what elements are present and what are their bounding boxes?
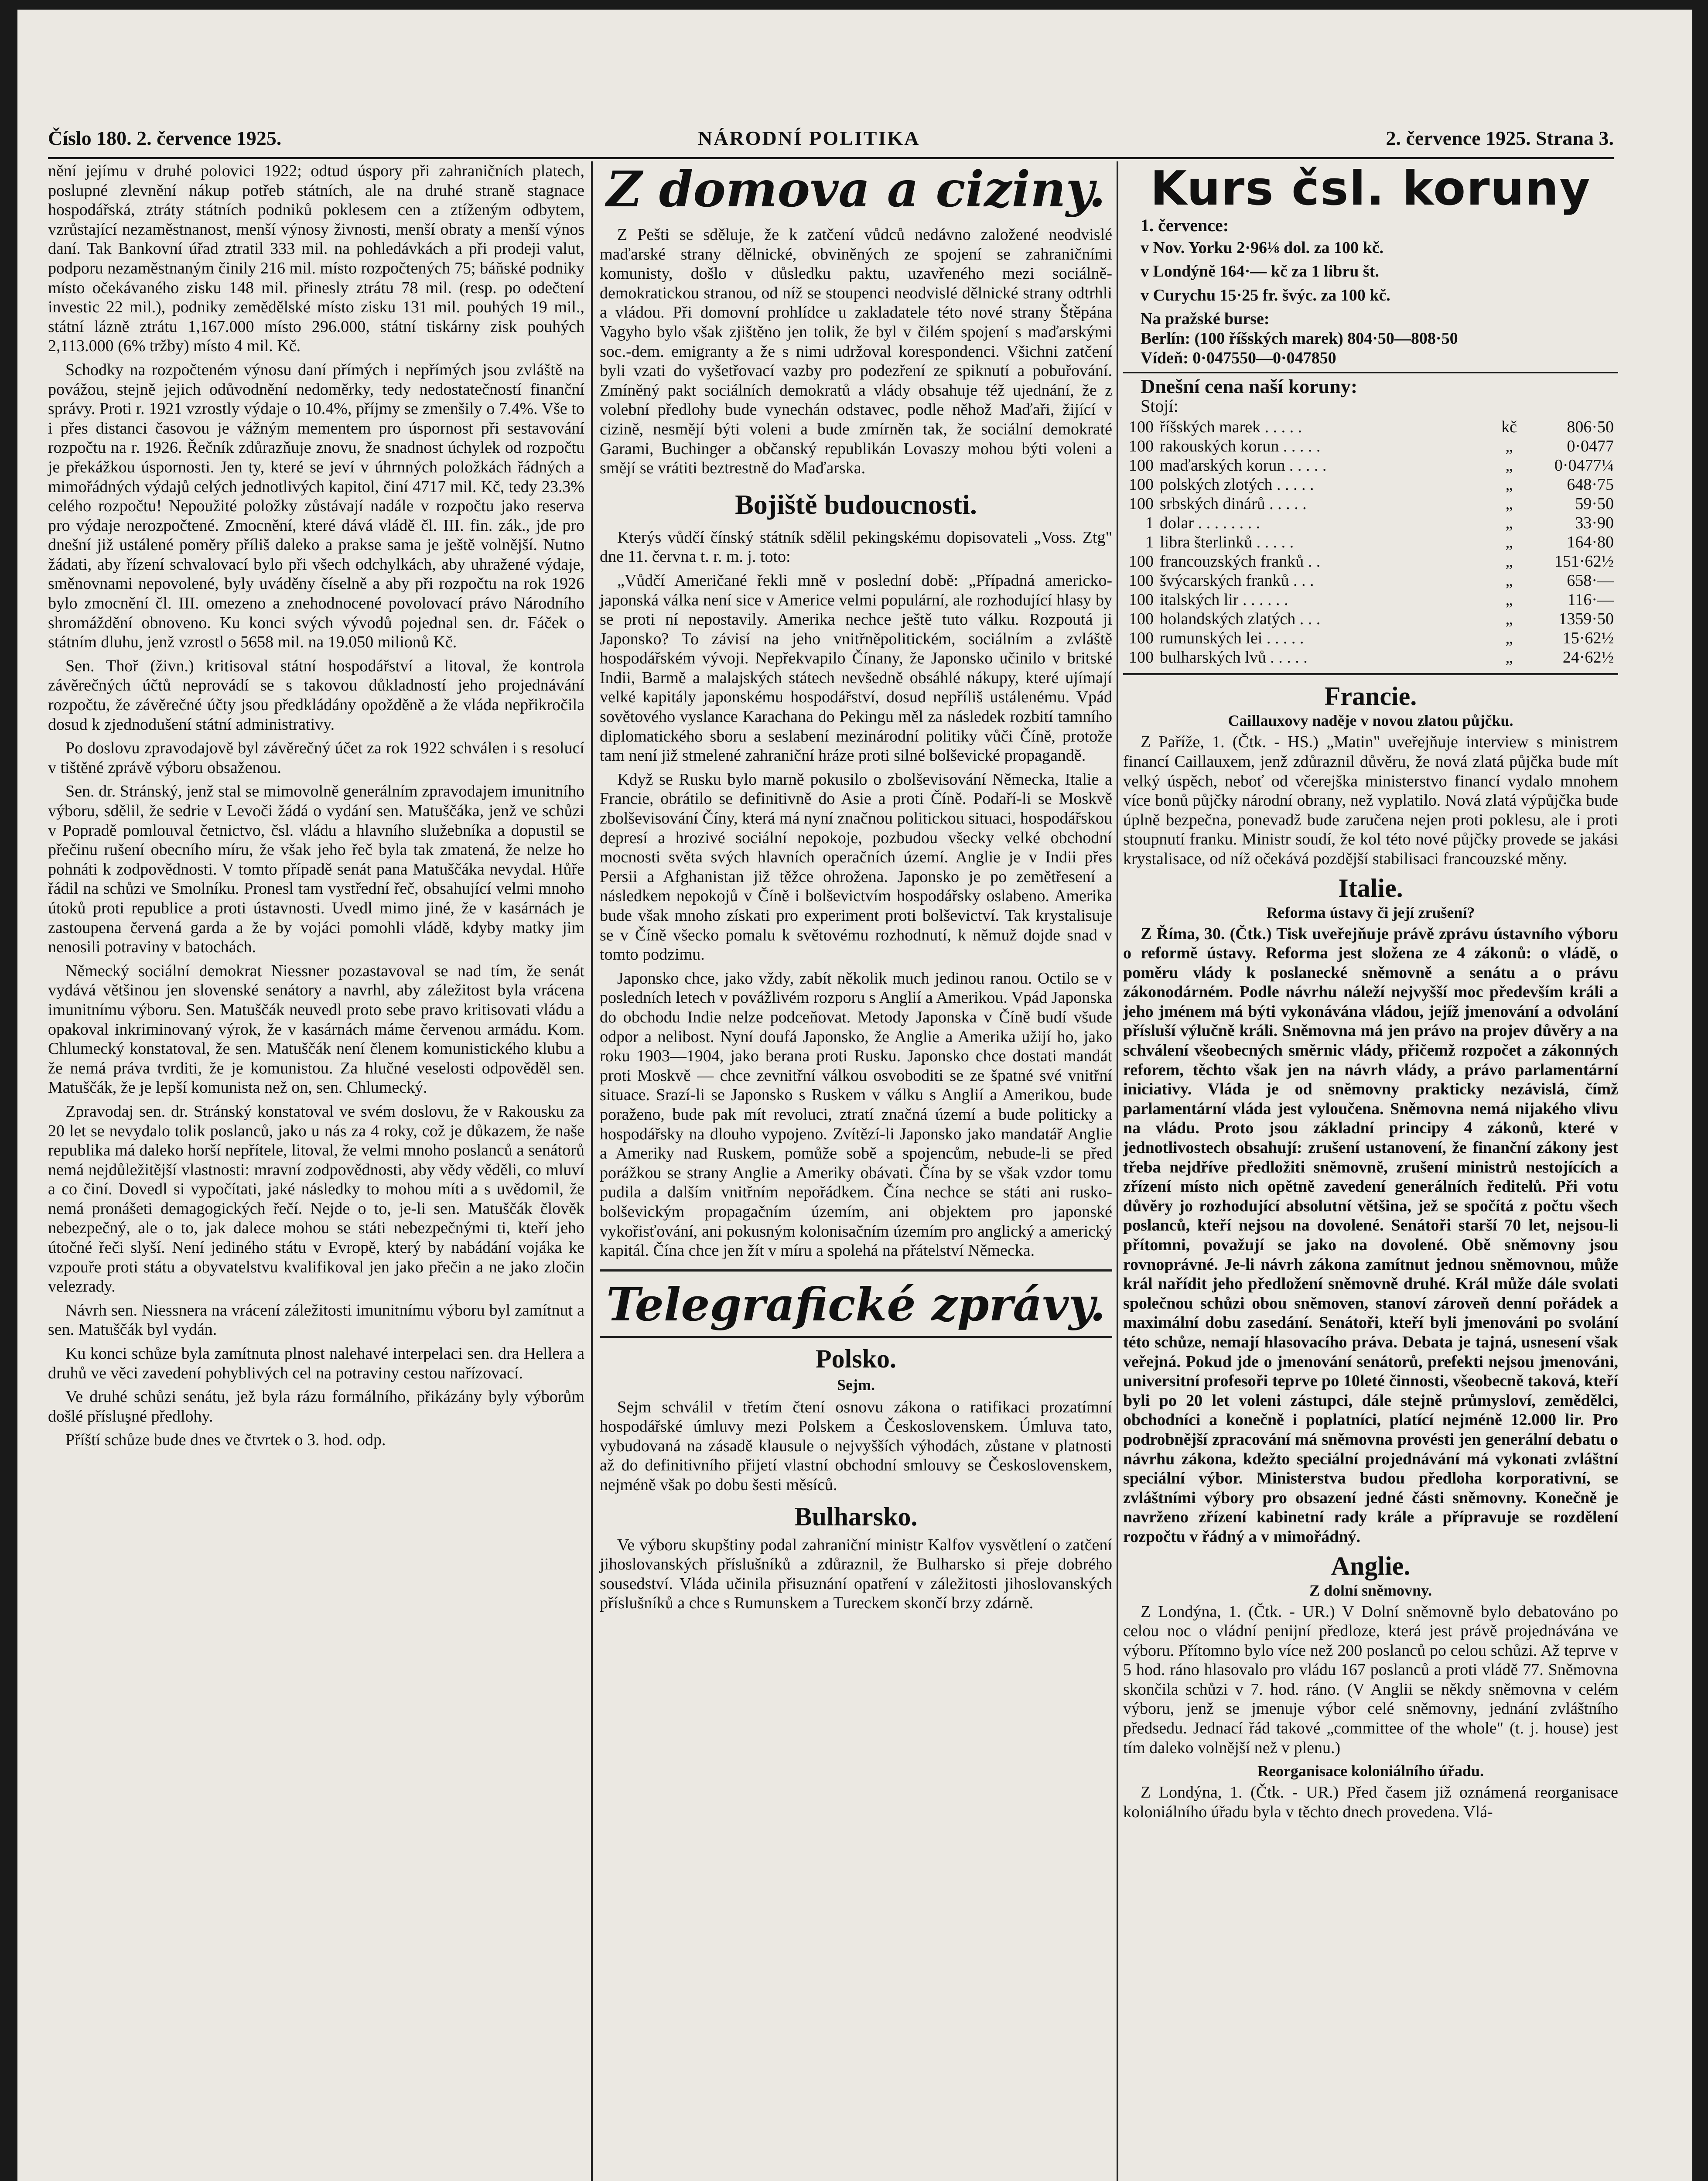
rate-row: 100 italských lir . . . . . . „ 116·— (1129, 591, 1614, 609)
section-rule (1123, 673, 1618, 675)
cena-head: Dnešní cena naší koruny: (1141, 375, 1358, 398)
paragraph: Z Londýna, 1. (Čtk. - UR.) V Dolní sněmovně bylo debatováno po celou noc o vládní penijní předloze, která jest právě projednávána ve výboru. Přítomno bylo více než 200 poslanců po celou schůzi. Až teprve v 5 hod. ráno hlasovalo pro vládu 167 poslanců a proti vládě 77. Sněmovna skončila schůzi v 7. hod. ráno. (V Anglii se někdy sněmovna v celém výboru, jenž se jmenuje výbor celé sněmovny, jednání zvláštního předsedu. Jednací řád takové „committee of the whole" (t. j. house) jest tím daleko volnější než v plenu.) (1123, 1602, 1618, 1757)
burse-viden: Vídeň: 0·047550—0·047850 (1141, 349, 1336, 367)
paragraph: Z Říma, 30. (Čtk.) Tisk uveřejňuje právě zprávu ústavního výboru o reformě ústavy. Reforma jest složena ze 4 zákonů: o vládě, o poměru vlády k poslanecké sněmovně a senátu a o právu zákonodárném. Podle návrhu náleží nejvyšší moc především králi a jeho jménem má býti vykonávána vládou, jejíž jmenování a odvolání přísluší výlučně králi. Sněmovna má jen právo na projev důvěry a na schválení všeobecných směrnic vlády, přičemž rozpočet a zákonných reforem, těchto však jen na návrh vlády, a právo parlamentární iniciativy. Vláda je od sněmovny prakticky nezávislá, čímž parlamentární vláda jest vyloučena. Sněmovna nemá nijakého vlivu na vládu. Proto jsou základní principy 4 zákonů, které v jednotlivostech obsahují: zrušení ustanovení, že finanční zákony jest třeba nejdříve předložiti sněmovně, zrušení ministrů nestojících a zřízení místo nich opětně zavedení generálních ředitelů. Při votu důvěry jo rozhodující absolutní většina, jež se spočítá z počtu všech poslanců, kteří nejsou na dovolené. Senátoři starší 70 let, nejsou-li přítomni, považují se jako na dovolené. Obě sněmovny jsou rovnoprávné. Je-li návrh zákona zamítnut jednou sněmovnou, může král nařídit jeho předložení sněmovně druhé. Král může dále svolati společnou schůzi obou sněmoven, stanoví zároveň denní pořádek a maximální dobu zasedání. Senátoři, kteří byli jmenováni po svolání této schůze, nemají hlasovacího práva. Debata je tajná, usnesení však veřejná. Pokud jde o jmenování senátorů, prefekti nejsou jmenováni, universitní profesoři teprve po 10leté činnosti, všeobecně taková, kteří byli po 20 let voleni zástupci, dále stejně průmysloví, zemědělci, obchodníci a konečně i poplatníci, platící nejméně 12.000 lir. Pro podrobnější zpracování má sněmovna provésti jen generální debatu o návrhu zákona, kdežto speciální projednávání má vykonati zvláštní speciální výbor. Ministerstva budou předloha korporativní, se zvláštními výbory pro obsazení jedné části sněmovny. Konečně je navrženo zřízení kabinetní rady krále a přípravuje se rozdělení rozpočtu v řádný a v mimořádný. (1123, 924, 1618, 1546)
burse-berlin: Berlín: (100 říšských marek) 804·50—808·50 (1141, 329, 1458, 348)
country-head-francie: Francie. (1324, 682, 1417, 711)
rate-row: 100 švýcarských franků . . . „ 658·— (1129, 571, 1614, 590)
paragraph: Příští schůze bude dnes ve čtvrtek o 3. hod. odp. (65, 1431, 386, 1449)
subhead-sejm: Sejm. (837, 1376, 875, 1394)
rate-row: 100 srbských dinárů . . . . . „ 59·50 (1129, 495, 1614, 513)
kurs-line-london: v Londýně 164·— kč za 1 libru št. (1141, 262, 1379, 281)
scan-edge (0, 0, 1708, 10)
subhead-anglie: Z dolní sněmovny. (1309, 1581, 1432, 1599)
issue-number: Číslo 180. 2. července 1925. (48, 127, 282, 149)
column-rule (1117, 161, 1118, 2181)
paragraph: Po doslovu zpravodajově byl závěrečný účet za rok 1922 schválen i s resolucí v tištěné zprávě výboru obsaženou. (48, 739, 584, 777)
subhead-italie: Reforma ústavy či její zrušení? (1266, 903, 1475, 921)
column-1 (48, 161, 584, 2181)
paragraph: Ku konci schůze byla zamítnuta plnost nalehavé interpelaci sen. dra Hellera a druhů ve věci zavedení pohyblivých cel na potraviny cestou nařízovací. (48, 1344, 584, 1382)
paragraph: Německý sociální demokrat Niessner pozastavoval se nad tím, že senát vydává většinou jen slovenské senátory a navrhl, aby záležitost byla vrácena imunitnímu výboru. Sen. Matuščák neuvedl proto sebe pravo kritisovati vládu a opakoval inkriminovaný výrok, že v kasárnách máme červenou armádu. Kom. Chlumecký konstatoval, že sen. Matuščák není členem komunistického klubu a že nemá práva tvrditi, že je komunistou. Za hlučné veselosti odpověděl sen. Matuščák, že je lepší komunista než on, sen. Chlumecký. (48, 961, 584, 1097)
section-rule (1123, 372, 1618, 373)
article-title-bojiste: Bojiště budoucnosti. (735, 489, 977, 520)
subhead-francie: Caillauxovy naděje v novou zlatou půjčku. (1228, 712, 1513, 730)
rate-row: 100 maďarských korun . . . . . „ 0·0477¼ (1129, 456, 1614, 475)
paragraph: Zpravodaj sen. dr. Stránský konstatoval ve svém doslovu, že v Rakousku za 20 let se nevydalo tolik poslanců, jako u nás za 4 roky, což je důkazem, že naše republika má daleko horší nepřítele, litoval, že velmi mnoho poslanců a senátorů nemá nejdůležitější vlastnosti: mravní zodpovědnosti, aby vědy věděli, co mluví a co činí. Dovedl si vypočítati, jaké následky to mohou míti a s uvědomil, že nemá pronášeti demagogických řečí. Nejde o to, je-li sen. Matuščák člověk nebezpečný, ale o to, jak dalece mohou se státi nebezpečnými ti, kteří jeho útočné řeči slyší. Není jediného státu v Evropě, který by nabádání vojáka ke vzpouře proti státu a obyvatelstvu kvalifikoval jen jako přečin a ne jako zločin velezrady. (48, 1102, 584, 1296)
rate-row: 100 holandských zlatých . . . „ 1359·50 (1129, 610, 1614, 629)
column-3 (1123, 161, 1618, 2181)
country-head-anglie: Anglie. (1331, 1551, 1411, 1580)
paragraph: Z Londýna, 1. (Čtk. - UR.) Před časem již oznámená reorganisace koloniálního úřadu byla v těchto dnech provedena. Vlá- (1123, 1783, 1618, 1821)
section-rule (600, 1336, 1112, 1338)
paragraph: nění jejímu v druhé polovici 1922; odtud úspory při zahraničních platech, poslupné zlevnění nákup potřeb státních, ale na druhé straně stagnace hospodářská, ztráty státních podniků poklesem cen a ztíženým odbytem, vzrůstající nezaměstnanost, menší výnosy živnosti, menší obraty a menší výnos daní. Tak Bankovní úřad ztratil 333 mil. na pohledávkách a při prodeji valut, podporu nezaměstnaným činily 216 mil. místo rozpočtených 75; báňské podniky místo očekávaného zisku 148 mil. přinesly ztrátu 78 mil. (resp. po odečtení investic 22 mil.), podniky zemědělské místo zisku 131 mil. pouhých 19 mil., státní lázně ztrátu 1,167.000 místo 296.000, státní tiskárny zisk pouhých 2,113.000 (6% tržby) místo 4 mil. Kč. (48, 162, 584, 356)
paragraph: Z Paříže, 1. (Čtk. - HS.) „Matin" uveřejňuje interview s ministrem financí Caillauxem, jenž zdůraznil důvěru, že nová zlatá půjčka bude mít velký úspěch, neboť od včerejška ministerstvo financí vydalo mnohem více bonů půjčky národní obrany, než vyplatilo. Nová zlatá výpůjčka bude úplně bezpečna, ponevadž bude zaručena nejen proti poklesu, ale i proti stoupnutí franku. Ministr soudí, že kol této nové půjčky provede se jakási krystalisace, od níž očekává pozdější stabilisaci francouzské měny. (1123, 733, 1618, 868)
subhead-reorganisace: Reorganisace koloniálního úřadu. (1257, 1762, 1484, 1780)
paragraph: Schodky na rozpočteném výnosu daní přímých i nepřímých jsou zvláště na povážou, stejně jejich odůvodnění nedoměrky, tedy nedostatečností finanční správy. Proti r. 1921 vzrostly výdaje o 10.4%, příjmy se zmenšily o 7.4%. Vše to i přes distanci časovou je vážným mementem pro úspornost při sestavování rozpočtu na r. 1926. Řečník zdůrazňuje znovu, že snadnost úchylek od rozpočtu je překážkou úspornosti. Jen ty, které se jeví v úhrnných položkách řádných a mimořádných výdajů celých jednotlivých kapitol, činí 4717 mil. Kč, tedy 23.3% celého rozpočtu! Nepoužité položky zůstávají nadále v rozpočtu jako reserva pro výdaje nerozpočtené. Zmocnění, které dává vládě čl. III. fin. zák., jde pro dnešní již ustálené poměry příliš daleko a prakse sama je ještě volnější. Nutno žádati, aby řízení schvalovací bylo při všech odchylkách, aby uhražené výdaje, směnovnami nepovolené, byly uváděny číselně a aby při rozpočtu na rok 1926 bylo zmocnění čl. III. omezeno a znehodnocené povolovací právo Národního shromáždění obnoveno. Ku konci svých vývodů pojednal sen. dr. Fáček o státním dluhu, jenž vzrostl o 5658 mil. na 19.050 milionů Kč. (48, 360, 584, 652)
paragraph: Když se Rusku bylo marně pokusilo o zbolševisování Německa, Italie a Francie, obrátilo se definitivně do Asie a proti Číně. Podaří-li se Moskvě zbolševisování Číny, která má nyní značnou politickou situaci, hospodářskou depresí a hrozivé sociální nepokoje, pozbudou všecky velké obchodní mocnosti světa svých hlavních operačních území. Anglie je v Indii přes Persii a Afghanistan již těžce ohrožena. Japonsko je po zemětřesení a následkem nepokojů v Číně i bolševictvím hospodářsky oslabeno. Amerika bude však mnoho získati pro experiment proti bolševictví. Tak krystalisuje se v Číně všecko pomalu k světovému rozhodnutí, k němuž dojde snad v tomto podzimu. (600, 770, 1112, 964)
section-rule (600, 1269, 1112, 1272)
kurs-line-zurich: v Curychu 15·25 fr. švýc. za 100 kč. (1141, 286, 1390, 304)
scan-edge (0, 0, 17, 2181)
rates-table (1123, 417, 1618, 667)
stoji-label: Stojí: (1141, 396, 1179, 416)
country-head-bulharsko: Bulharsko. (794, 1502, 918, 1531)
rate-row: 100 polských zlotých . . . . . „ 648·75 (1129, 475, 1614, 494)
rate-row: 100 rakouských korun . . . . . „ 0·0477 (1129, 437, 1614, 456)
kurs-title: Kurs čsl. koruny (1150, 161, 1591, 216)
section-title-telegraficke: Telegrafické zprávy. (606, 1277, 1106, 1331)
paragraph: Sen. dr. Stránský, jenž stal se mimovolně generálním zpravodajem imunitního výboru, sdělil, že sedrie v Levoči žádá o vydání sen. Matuščáka, jenž ve schůzi v Popradě pomlouval četnictvo, čsl. vládu a hlavního služebníka a dopustil se přečinu rušení obecního míru, že však jeho řeč byla tak zmatená, že nelze ho pohnáti k zodpovědnosti. V tomto případě senát pana Matuščáka nevydal. Hůře řádil na schůzi ve Smolníku. Pronesl tam vystřední řeč, obsahující velmi mnoho útoků proti republice a proti ústavnosti. Uvedl mimo jiné, že v kasárnách je zastoupena červená garda a že by vojáci pomohli vládě, kdyby matky jim nenosili potraviny v batochách. (48, 782, 584, 957)
paragraph: Sejm schválil v třetím čtení osnovu zákona o ratifikaci prozatímní hospodářské úmluvy mezi Polskem a Československem. Úmluva tato, vybudovaná na zásadě klausule o nejvyšších výhodách, zůstane v platnosti až do definitivního přijetí vlastní obchodní smlouvy se Československem, nejméně však po dobu šesti měsíců. (600, 1398, 1112, 1494)
paragraph: Ve výboru skupštiny podal zahraniční ministr Kalfov vysvětlení o zatčení jihoslovanských příslušníků a zdůraznil, že Bulharsko si přeje dobrého sousedství. Vláda učinila přisuznání opatření v záležitosti jihoslovanských příslušníků a chce s Rumunskem a Tureckem skončí brzy zdárně. (600, 1535, 1112, 1613)
country-head-italie: Italie. (1338, 873, 1403, 902)
column-2 (600, 161, 1112, 2181)
kurs-line-newyork: v Nov. Yorku 2·96⅛ dol. za 100 kč. (1141, 238, 1384, 257)
rate-row: 1 libra šterlinků . . . . . „ 164·80 (1145, 533, 1614, 552)
paragraph: Japonsko chce, jako vždy, zabít několik much jedinou ranou. Octilo se v posledních letech v povážlivém rozporu s Anglií a Amerikou. Vpád Japonska do obchodu Indie nelze podceňovat. Metody Japonska v Číně budí všude odpor a nelibost. Nyní doufá Japonsko, že Anglie a Amerika užijí ho, jako roku 1903—1904, jako berana proti Rusku. Japonsko chce dostati mandát proti Moskvě — chce zevnitřní válkou osvoboditi se ze špatné své vnitřní situace. Srazí-li se Japonsko s Ruskem v válku s Anglií a Amerikou, bude poraženo, bude pak mít revoluci, ztratí značná území a bude politicky a hospodářsky na dlouho vypojeno. Zvítězí-li Japonsko jako mandatář Anglie a Ameriky nad Ruskem, pomůže sobě a spojencům, nebude-li se před porážkou se strany Anglie a Ameriky obávati. Čína by se však vzdor tomu pudila a dalším vnitřním nepořádkem. Čína nechce se státi ani rusko-bolševickým propagačním územím, ani objektem pro japonské vykořisťování, ani pokusným kolonisačním územím pro anglický a americký kapitál. Čína chce jen žít v míru a spolehá na přátelství Německa. (600, 969, 1112, 1260)
page-number: 2. července 1925. Strana 3. (1386, 127, 1614, 149)
paragraph: Sen. Thoř (živn.) kritisoval státní hospodářství a litoval, že kontrola závěrečných účtů neprovádí se s takovou důkladností jeho projednávání rozpočtu, že závěrečné účty jsou předkládány opožděně a že vláda nepřikročila dosud k zjednodušení státní administrativy. (48, 656, 584, 734)
header-rule (48, 157, 1614, 159)
column-rule (591, 161, 593, 2181)
section-title-domova: Z domova a ciziny. (606, 161, 1106, 218)
rate-row: 1 dolar . . . . . . . . „ 33·90 (1145, 514, 1614, 533)
masthead: NÁRODNÍ POLITIKA (698, 127, 920, 149)
paragraph: „Vůdčí Američané řekli mně v poslední době: „Případná americko-japonská válka není sice v Americe velmi populární, ale rozhodující hlasy by se proti ní nepostavily. Amerika nechce ještě tuto válku. Rozpoutá ji Japonsko? To závisí na jeho vnitřněpolitickém, sociálním a zvláště hospodářském vývoji. Nepřekvapilo Čínany, že Japonsko učinilo v britské Indii, Barmě a malajských státech nevšedně obsáhlé nákupy, které ujímají velké kapitály japonskému hospodářství, dosud nepříliš ustálenému. Vpád sovětového vyslance Karachana do Pekingu měl za následek rozbití tamního diplomatického sboru a seslabení mezinárodní politiky vůči Číně, protože tam není již stmelené zahraniční hráze proti silné bolševické propagandě. (600, 571, 1112, 765)
rate-row: 100 říšských marek . . . . . kč 806·50 (1129, 418, 1614, 437)
burse-head: Na pražské burse: (1141, 310, 1270, 328)
scan-edge (1692, 0, 1708, 2181)
country-head-polsko: Polsko. (815, 1344, 897, 1373)
kurs-date: 1. července: (1141, 215, 1229, 235)
page-header (48, 126, 1614, 161)
paragraph: Ve druhé schůzi senátu, jež byla rázu formálního, přikázány byly výborům došlé přísluşné předlohy. (48, 1388, 584, 1426)
paragraph: Z Pešti se sděluje, že k zatčení vůdců nedávno založené neodvislé maďarské strany dělnické, obviněných ze spojení se zahraničními komunisty, došlo v důsledku paktu, uzavřeného mezi sociálně-demokratickou stranou, od níž se stoupenci neodvislé dělnické strany odtrhli a vládou. Při domovní prohlídce u zakladatele této nové strany Štěpána Vagyho bylo však zjištěno jen tolik, že byl v čilém spojení s maďarskými soc.-dem. emigranty a že s nimi udržoval korespondenci. Všichni zatčení byli vzati do vyšetřovací vazby pro podezření ze spiknutí a pobuřování. Zmíněný pakt sociálních demokratů a vlády obsahuje též ujednání, že z volební předlohy bude vynechán odstavec, podle něhož Maďaři, žijící v cizině, nesmějí býti voleni a bude zmírněn tak, že sociální demokraté Garami, Buchinger a občanský republikán Lovaszy mohou býti voleni a smějí se vrátiti beztrestně do Maďarska. (600, 226, 1112, 478)
rate-row: 100 bulharských lvů . . . . . „ 24·62½ (1129, 648, 1614, 667)
paragraph: Kterýs vůdčí čínský státník sdělil pekingskému dopisovateli „Voss. Ztg" dne 11. června t. r. m. j. toto: (600, 528, 1112, 566)
rate-row: 100 francouzských franků . . „ 151·62½ (1129, 552, 1614, 571)
paragraph: Návrh sen. Niessnera na vrácení záležitosti imunitnímu výboru byl zamítnut a sen. Matuščák byl vydán. (48, 1301, 584, 1339)
rate-row: 100 rumunských lei . . . . . „ 15·62½ (1129, 629, 1614, 648)
